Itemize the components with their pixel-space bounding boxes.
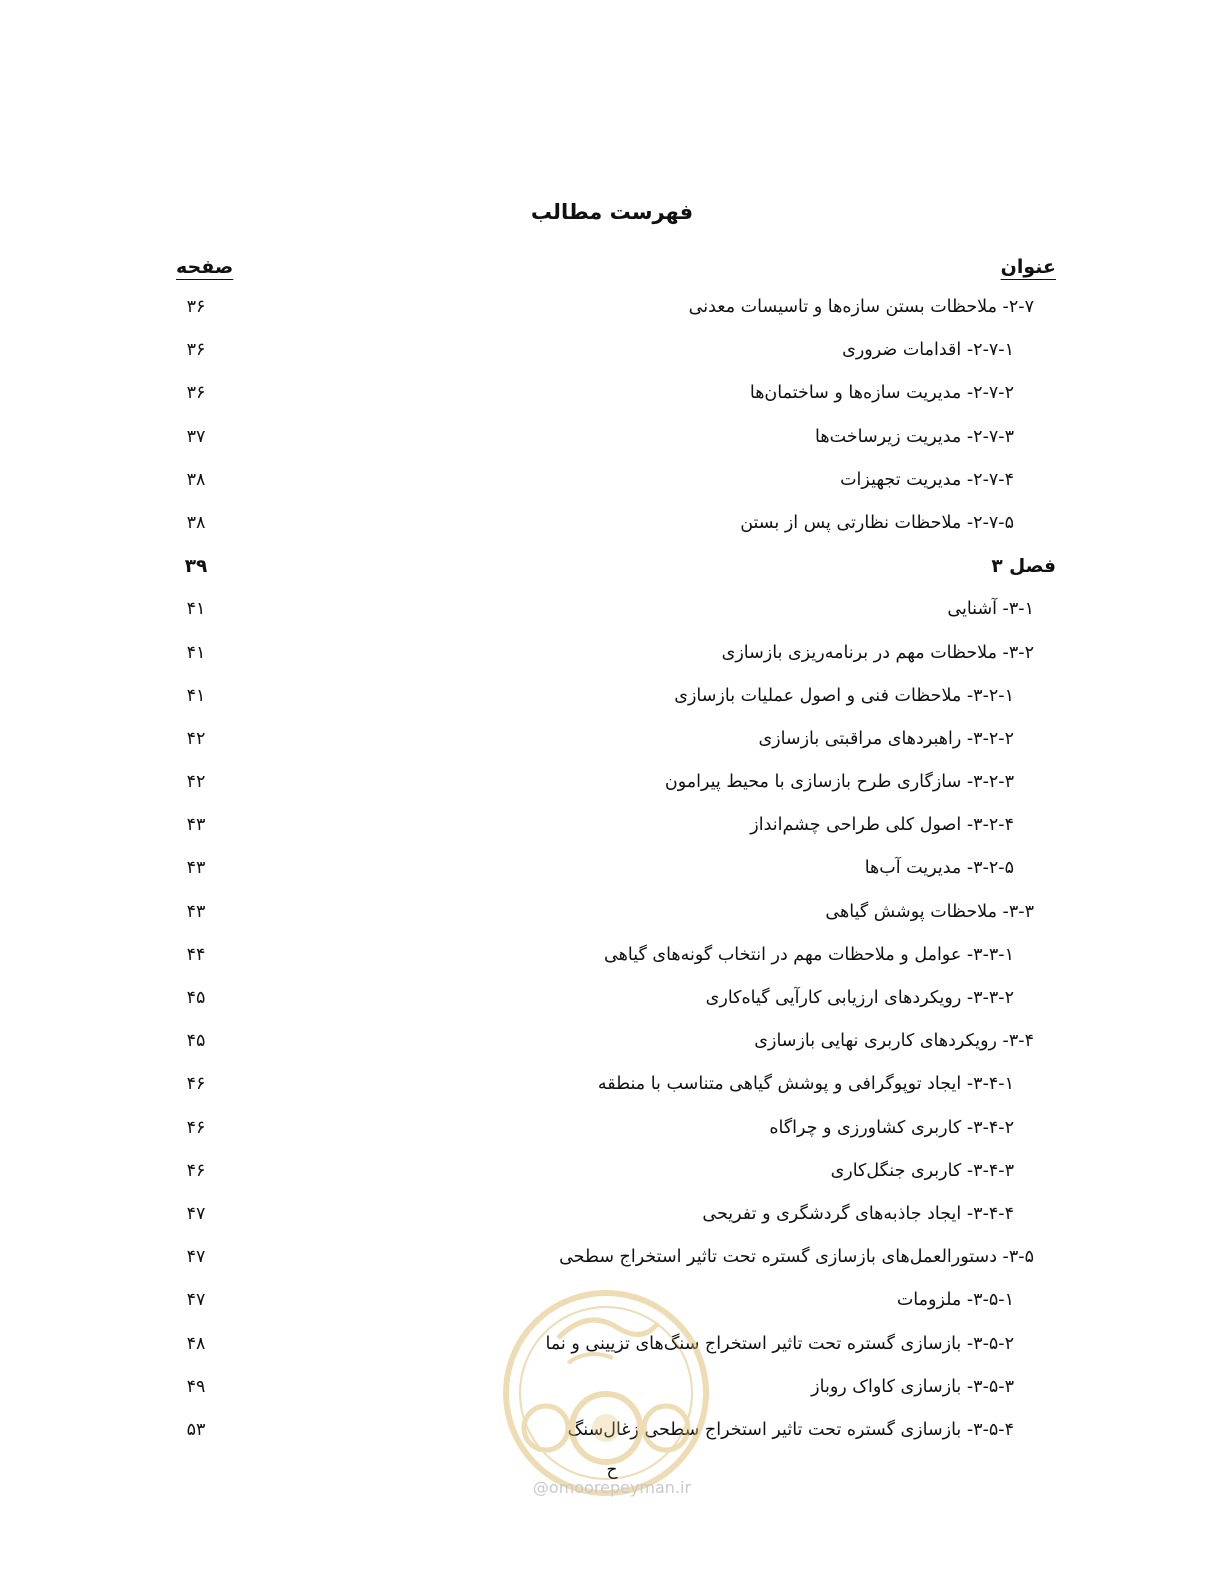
page-column-header: صفحه [176, 256, 234, 278]
toc-entry-page: ۴۷ [186, 1203, 206, 1224]
watermark-url: @omoorepeyman.ir [532, 1478, 692, 1497]
toc-entry-page: ۴۴ [186, 944, 206, 965]
toc-entry-page: ۳۸ [186, 512, 206, 533]
toc-entry-row[interactable] [0, 419, 1224, 462]
toc-entry-page: ۴۱ [186, 599, 206, 620]
toc-entry-page: ۳۹ [184, 556, 208, 578]
toc-entry-row[interactable] [0, 1282, 1224, 1325]
toc-entry-title: ۳-۱- آشنایی [947, 599, 1034, 620]
toc-entry-title: فصل ۳ [991, 556, 1056, 578]
toc-entry-row[interactable] [0, 764, 1224, 807]
title-column-header: عنوان [1000, 256, 1056, 278]
toc-entry-page: ۴۵ [186, 1031, 206, 1052]
toc-entry-title: ۲-۷-۲- مدیریت سازه‌ها و ساختمان‌ها [749, 383, 1014, 404]
toc-entry-title: ۲-۷- ملاحظات بستن سازه‌ها و تاسیسات معدنی [688, 297, 1034, 317]
toc-entry-page: ۳۶ [186, 383, 206, 404]
toc-entry-row[interactable] [0, 1412, 1224, 1455]
toc-entry-page: ۳۶ [186, 297, 206, 317]
toc-entry-row[interactable] [0, 1153, 1224, 1196]
toc-entry-page: ۴۲ [186, 772, 206, 793]
toc-entry-page: ۴۳ [186, 815, 206, 836]
toc-entry-title: ۳-۵-۴- بازسازی گستره تحت تاثیر استخراج سطحی زغال‌سنگ [567, 1419, 1014, 1440]
toc-entry-row[interactable] [0, 505, 1224, 548]
toc-entry-title: ۳-۳-۱- عوامل و ملاحظات مهم در انتخاب گونه‌های گیاهی [604, 944, 1014, 965]
toc-entry-row[interactable] [0, 850, 1224, 893]
toc-entry-title: ۳-۵-۳- بازسازی کاواک روباز [811, 1376, 1014, 1397]
toc-entry-page: ۴۱ [186, 642, 206, 663]
page-title: فهرست مطالب [530, 200, 694, 224]
toc-chapter-row[interactable] [0, 548, 1224, 591]
toc-entry-title: ۳-۵-۱- ملزومات [896, 1290, 1014, 1311]
toc-entry-title: ۲-۷-۴- مدیریت تجهیزات [840, 469, 1014, 490]
toc-entry-row[interactable] [0, 1110, 1224, 1153]
toc-entry-title: ۳-۴-۲- کاربری کشاورزی و چراگاه [769, 1117, 1014, 1138]
page-number-letter: ح [606, 1460, 618, 1480]
toc-entry-title: ۳-۴- رویکردهای کاربری نهایی بازسازی [754, 1031, 1034, 1052]
toc-entry-row[interactable] [0, 289, 1224, 332]
toc-entry-page: ۴۷ [186, 1290, 206, 1311]
toc-entry-row[interactable] [0, 1066, 1224, 1109]
toc-entry-row[interactable] [0, 721, 1224, 764]
toc-entry-title: ۳-۴-۱- ایجاد توپوگرافی و پوشش گیاهی متناسب با منطقه [597, 1074, 1014, 1095]
toc-entry-row[interactable] [0, 1023, 1224, 1066]
toc-entry-row[interactable] [0, 462, 1224, 505]
toc-entry-page: ۵۳ [186, 1419, 206, 1440]
toc-entry-title: ۲-۷-۳- مدیریت زیرساخت‌ها [815, 426, 1014, 447]
toc-entry-title: ۳-۲- ملاحظات مهم در برنامه‌ریزی بازسازی [721, 642, 1034, 663]
toc-entry-row[interactable] [0, 807, 1224, 850]
toc-entry-page: ۴۱ [186, 685, 206, 706]
toc-entry-title: ۳-۵- دستورالعمل‌های بازسازی گستره تحت تاثیر استخراج سطحی [559, 1247, 1034, 1268]
toc-entry-row[interactable] [0, 678, 1224, 721]
toc-entry-title: ۳-۲-۴- اصول کلی طراحی چشم‌انداز [750, 815, 1014, 836]
toc-entry-title: ۳-۵-۲- بازسازی گستره تحت تاثیر استخراج سنگ‌های تزیینی و نما [545, 1333, 1014, 1354]
toc-entry-page: ۳۸ [186, 469, 206, 490]
toc-entry-title: ۳-۲-۵- مدیریت آب‌ها [864, 858, 1014, 879]
toc-entry-row[interactable] [0, 980, 1224, 1023]
toc-entry-title: ۲-۷-۵- ملاحظات نظارتی پس از بستن [740, 512, 1014, 533]
toc-entry-row[interactable] [0, 937, 1224, 980]
toc-entry-row[interactable] [0, 1239, 1224, 1282]
toc-entry-title: ۳-۴-۴- ایجاد جاذبه‌های گردشگری و تفریحی [702, 1203, 1014, 1224]
toc-entry-title: ۳-۲-۲- راهبردهای مراقبتی بازسازی [758, 728, 1014, 749]
toc-entry-title: ۲-۷-۱- اقدامات ضروری [842, 340, 1014, 361]
toc-entry-page: ۴۸ [186, 1333, 206, 1354]
toc-entry-title: ۳-۳- ملاحظات پوشش گیاهی [825, 901, 1034, 922]
toc-entry-row[interactable] [0, 1326, 1224, 1369]
table-of-contents [0, 289, 1224, 1455]
toc-entry-page: ۳۶ [186, 340, 206, 361]
toc-entry-title: ۳-۴-۳- کاربری جنگل‌کاری [830, 1160, 1014, 1181]
toc-entry-row[interactable] [0, 635, 1224, 678]
toc-entry-page: ۳۷ [186, 426, 206, 447]
toc-entry-page: ۴۶ [186, 1117, 206, 1138]
toc-entry-title: ۳-۳-۲- رویکردهای ارزیابی کارآیی گیاه‌کاری [705, 988, 1014, 1008]
toc-entry-title: ۳-۲-۱- ملاحظات فنی و اصول عملیات بازسازی [674, 685, 1014, 706]
toc-entry-page: ۴۹ [186, 1376, 206, 1397]
toc-entry-page: ۴۵ [186, 988, 206, 1008]
toc-entry-page: ۴۳ [186, 901, 206, 922]
toc-entry-page: ۴۳ [186, 858, 206, 879]
toc-entry-row[interactable] [0, 375, 1224, 418]
toc-entry-row[interactable] [0, 1196, 1224, 1239]
toc-entry-title: ۳-۲-۳- سازگاری طرح بازسازی با محیط پیرامون [664, 772, 1014, 793]
toc-entry-row[interactable] [0, 894, 1224, 937]
toc-entry-row[interactable] [0, 591, 1224, 634]
toc-entry-page: ۴۶ [186, 1160, 206, 1181]
toc-entry-row[interactable] [0, 332, 1224, 375]
toc-entry-page: ۴۶ [186, 1074, 206, 1095]
toc-entry-page: ۴۲ [186, 728, 206, 749]
toc-entry-page: ۴۷ [186, 1247, 206, 1268]
toc-entry-row[interactable] [0, 1369, 1224, 1412]
